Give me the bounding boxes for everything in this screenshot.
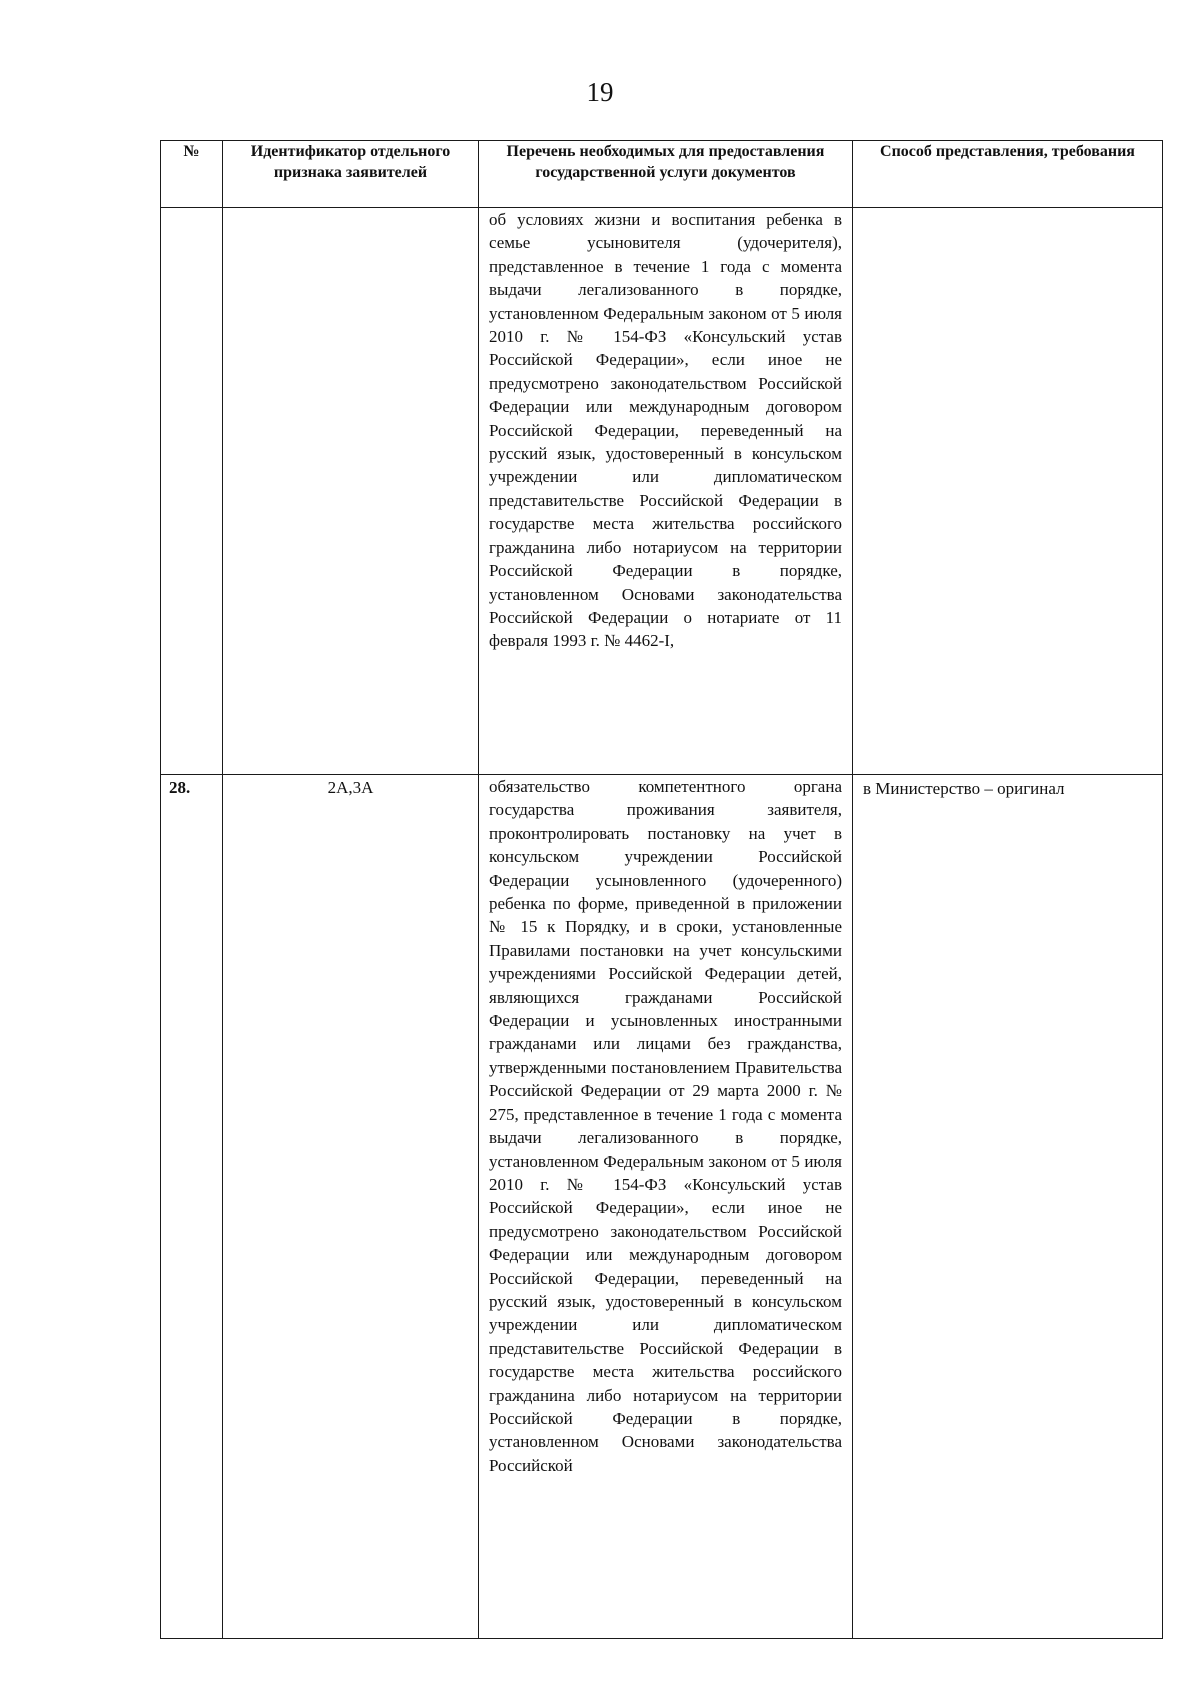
header-documents: Перечень необходимых для предоставления государственной услуги документов (479, 141, 853, 208)
row-documents-text: обязательство компетентного органа государства проживания заявителя, проконтролировать постановку на учет в консульском учреждении Российской Федерации усыновленного (удочеренного) ребенка по форме, приведенной в приложении № 15 к Порядку, и в сроки, установленные Правилами постановки на учет консульскими учреждениями Российской Федерации детей, являющихся гражданами Российской Федерации и усыновленных иностранными гражданами или лицами без гражданства, утвержденными постановлением Правительства Российской Федерации от 29 марта 2000 г. № 275, представленное в течение 1 года с момента выдачи легализованного в порядке, установленном Федеральным законом от 5 июля 2010 г. № 154-ФЗ «Консульский устав Российской Федерации», если иное не предусмотрено законодательством Российской Федерации или международным договором Российской Федерации, переведенный на русский язык, удостоверенный в консульском учреждении или дипломатическом представительстве Российской Федерации в государстве места жительства российского гражданина либо нотариусом на территории Российской Федерации в порядке, установленном Основами законодательства Российской (489, 777, 842, 1475)
row-number (161, 208, 223, 775)
header-identifier: Идентификатор отдельного признака заявителей (223, 141, 479, 208)
header-method: Способ представления, требования (853, 141, 1163, 208)
documents-table (160, 140, 1163, 1639)
page-number: 19 (586, 77, 614, 107)
row-method: в Министерство – оригинал (853, 775, 1163, 1639)
table-row (161, 775, 1163, 1639)
row-number: 28. (161, 775, 223, 1639)
row-identifier (223, 208, 479, 775)
table-header-row (161, 141, 1163, 208)
row-documents (479, 775, 853, 1639)
row-identifier: 2А,3А (223, 775, 479, 1639)
row-documents (479, 208, 853, 775)
header-number: № (161, 141, 223, 208)
row-method (853, 208, 1163, 775)
table-row (161, 208, 1163, 775)
row-documents-text: об условиях жизни и воспитания ребенка в семье усыновителя (удочерителя), представленное в течение 1 года с момента выдачи легализованного в порядке, установленном Федеральным законом от 5 июля 2010 г. № 154-ФЗ «Консульский устав Российской Федерации», если иное не предусмотрено законодательством Российской Федерации или международным договором Российской Федерации, переведенный на русский язык, удостоверенный в консульском учреждении или дипломатическом представительстве Российской Федерации в государстве места жительства российского гражданина либо нотариусом на территории Российской Федерации в порядке, установленном Основами законодательства Российской Федерации о нотариате от 11 февраля 1993 г. № 4462-I, (489, 210, 842, 651)
